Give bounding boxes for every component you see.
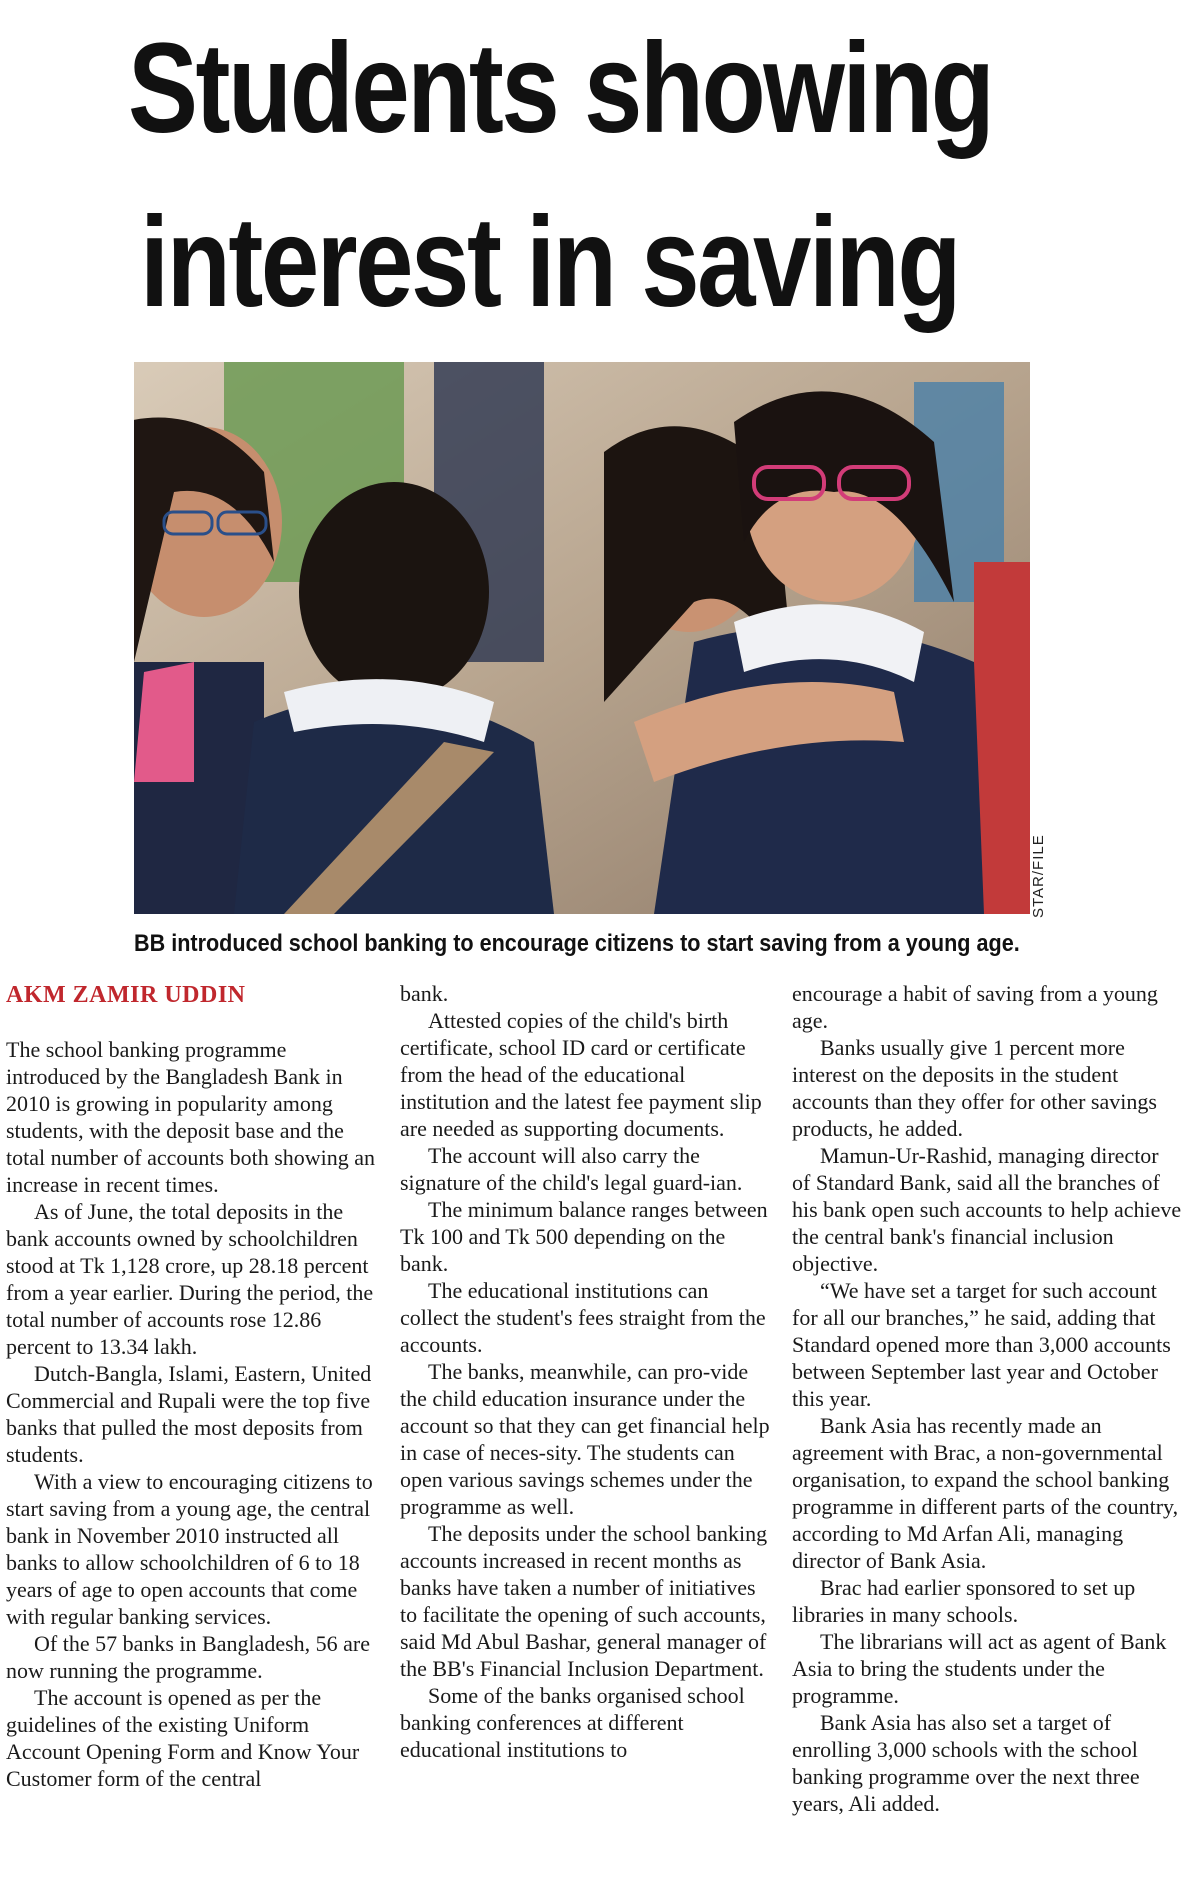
paragraph: Of the 57 banks in Bangladesh, 56 are now running the programme. (6, 1631, 371, 1683)
paragraph: bank. (400, 981, 449, 1006)
paragraph: Banks usually give 1 percent more interest on the deposits in the student accounts than they offer for other savings products, he added. (792, 1035, 1157, 1141)
photo-caption: BB introduced school banking to encourage citizens to start saving from a young age. (134, 930, 1020, 957)
article-column-2 (400, 980, 770, 1763)
headline-line-2: interest in saving (140, 191, 959, 334)
byline: AKM ZAMIR UDDIN (6, 982, 246, 1008)
paragraph: The librarians will act as agent of Bank Asia to bring the students under the programme. (792, 1629, 1167, 1708)
paragraph: The minimum balance ranges between Tk 100 and Tk 500 depending on the bank. (400, 1197, 768, 1276)
paragraph: Bank Asia has recently made an agreement with Brac, a non-governmental organisation, to expand the school banking programme in different parts of the country, according to Md Arfan Ali, managing director of Bank Asia. (792, 1413, 1179, 1573)
paragraph: Attested copies of the child's birth certificate, school ID card or certificate from the head of the educational institution and the latest fee payment slip are needed as supporting documents. (400, 1008, 762, 1141)
article-column-3 (792, 980, 1182, 1817)
paragraph: The account is opened as per the guidelines of the existing Uniform Account Opening Form and Know Your Customer form of the central (6, 1685, 360, 1791)
paragraph: The banks, meanwhile, can pro-vide the child education insurance under the account so that they can get financial help in case of neces-sity. The students can open various savings schemes under the programme as well. (400, 1359, 770, 1519)
paragraph: The educational institutions can collect the student's fees straight from the accounts. (400, 1278, 766, 1357)
paragraph: The account will also carry the signature of the child's legal guard-ian. (400, 1143, 743, 1195)
paragraph: The school banking programme introduced by the Bangladesh Bank in 2010 is growing in popularity among students, with the deposit base and the total number of accounts both showing an increase in recent times. (6, 1037, 376, 1197)
paragraph: Dutch-Bangla, Islami, Eastern, United Commercial and Rupali were the top five banks that pulled the most deposits from students. (6, 1361, 372, 1467)
article-photo (134, 362, 1030, 914)
paragraph: Some of the banks organised school banking conferences at different educational institutions to (400, 1683, 745, 1762)
paragraph: Brac had earlier sponsored to set up libraries in many schools. (792, 1575, 1136, 1627)
paragraph: The deposits under the school banking accounts increased in recent months as banks have taken a number of initiatives to facilitate the opening of such accounts, said Md Abul Bashar, general manager of the BB's Financial Inclusion Department. (400, 1521, 768, 1681)
paragraph: Bank Asia has also set a target of enrolling 3,000 schools with the school banking programme over the next three years, Ali added. (792, 1710, 1140, 1816)
paragraph: Mamun-Ur-Rashid, managing director of Standard Bank, said all the branches of his bank open such accounts to help achieve the central bank's financial inclusion objective. (792, 1143, 1182, 1276)
paragraph: encourage a habit of saving from a young age. (792, 981, 1158, 1033)
headline-line-1: Students showing (128, 17, 993, 160)
paragraph: With a view to encouraging citizens to start saving from a young age, the central bank in November 2010 instructed all banks to allow schoolchildren of 6 to 18 years of age to open accounts that come with regular banking services. (6, 1469, 373, 1629)
photo-credit: STAR/FILE (1030, 834, 1047, 918)
paragraph: As of June, the total deposits in the bank accounts owned by schoolchildren stood at Tk 1,128 crore, up 28.18 percent from a year earlier. During the period, the total number of accounts rose 12.86 percent to 13.34 lakh. (6, 1199, 374, 1359)
article-column-1 (6, 1036, 376, 1792)
photo-illustration (134, 362, 1030, 914)
paragraph: “We have set a target for such account for all our branches,” he said, adding that Standard opened more than 3,000 accounts between September last year and October this year. (792, 1278, 1171, 1411)
